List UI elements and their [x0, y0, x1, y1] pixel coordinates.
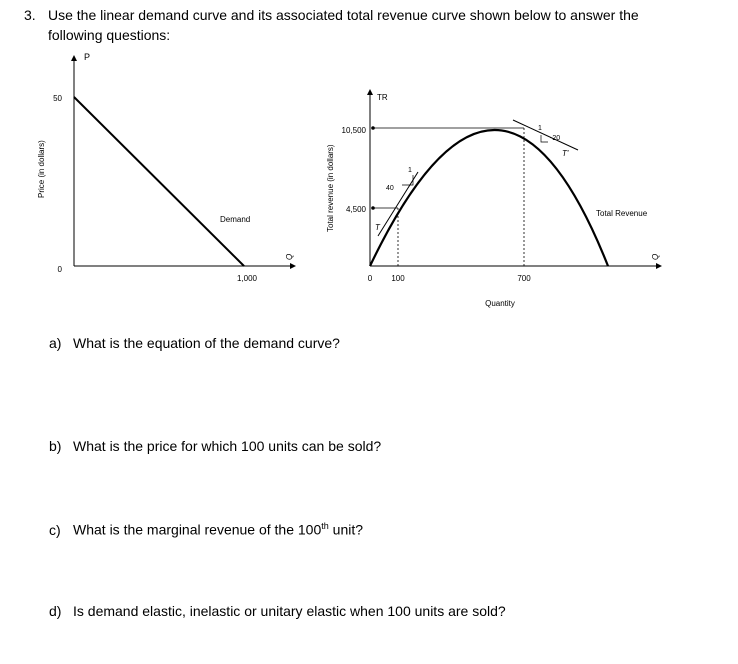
- price-tick-50: 50: [53, 94, 62, 103]
- slope-rise-left: 40: [386, 185, 394, 192]
- tangent-Tprime-label: T': [562, 149, 569, 158]
- revenue-tick-10500: 10,500: [341, 126, 366, 135]
- sub-question-c-text: What is the marginal revenue of the 100: [73, 521, 322, 538]
- sub-question-d-text: Is demand elastic, inelastic or unitary elastic when 100 units are sold?: [73, 603, 506, 619]
- total-revenue-curve: [370, 130, 608, 266]
- demand-curve-label: Demand: [220, 215, 251, 224]
- revenue-q-symbol: Q: [651, 253, 660, 260]
- revenue-axis-title: Total revenue (in dollars): [326, 144, 335, 232]
- sub-question-b-label: b): [49, 438, 62, 454]
- tangent-line-T: [378, 172, 418, 236]
- sub-question-a-label: a): [49, 335, 62, 351]
- question-text-line1: Use the linear demand curve and its associated total revenue curve shown below to answer the: [48, 7, 639, 23]
- question-text-line2: following questions:: [48, 27, 171, 43]
- sub-question-c: [49, 521, 363, 538]
- sub-question-b: [49, 438, 381, 454]
- demand-curve: [74, 97, 244, 266]
- sub-question-c-label: c): [49, 521, 61, 538]
- sub-question-a: [49, 335, 340, 351]
- quantity-tick-100: 100: [391, 274, 405, 283]
- quantity-axis-title: Quantity: [485, 299, 515, 308]
- sub-question-b-text: What is the price for which 100 units can be sold?: [73, 438, 382, 454]
- question-number: 3.: [24, 7, 36, 23]
- revenue-tick-4500: 4,500: [345, 205, 366, 214]
- price-axis-title: Price (in dollars): [37, 140, 46, 198]
- demand-panel: [37, 52, 294, 283]
- revenue-panel: [326, 92, 660, 308]
- quantity-tick-0: 0: [367, 274, 373, 283]
- quantity-tick-1000: 1,000: [236, 274, 258, 283]
- revenue-4500-dot: [371, 206, 375, 210]
- quantity-tick-700: 700: [517, 274, 531, 283]
- sub-question-d: [49, 603, 506, 619]
- slope-run-right: 1: [538, 125, 542, 132]
- price-tick-0: 0: [57, 265, 62, 274]
- demand-q-symbol: Q: [285, 253, 294, 260]
- slope-rise-right: -20: [550, 135, 561, 142]
- sub-question-d-label: d): [49, 603, 62, 619]
- tangent-T-label: T: [375, 223, 380, 232]
- slope-run-left: 1: [408, 167, 412, 174]
- revenue-axis-symbol: TR: [377, 93, 388, 102]
- sub-question-c-superscript: th: [321, 521, 329, 531]
- price-axis-symbol: P: [84, 52, 91, 62]
- sub-question-a-text: What is the equation of the demand curve?: [73, 335, 340, 351]
- economics-figure: [0, 0, 738, 330]
- sub-question-c-text-end: unit?: [328, 521, 364, 538]
- total-revenue-label: Total Revenue: [596, 209, 648, 218]
- tangent-line-Tprime: [513, 120, 578, 150]
- max-revenue-dot: [371, 126, 375, 130]
